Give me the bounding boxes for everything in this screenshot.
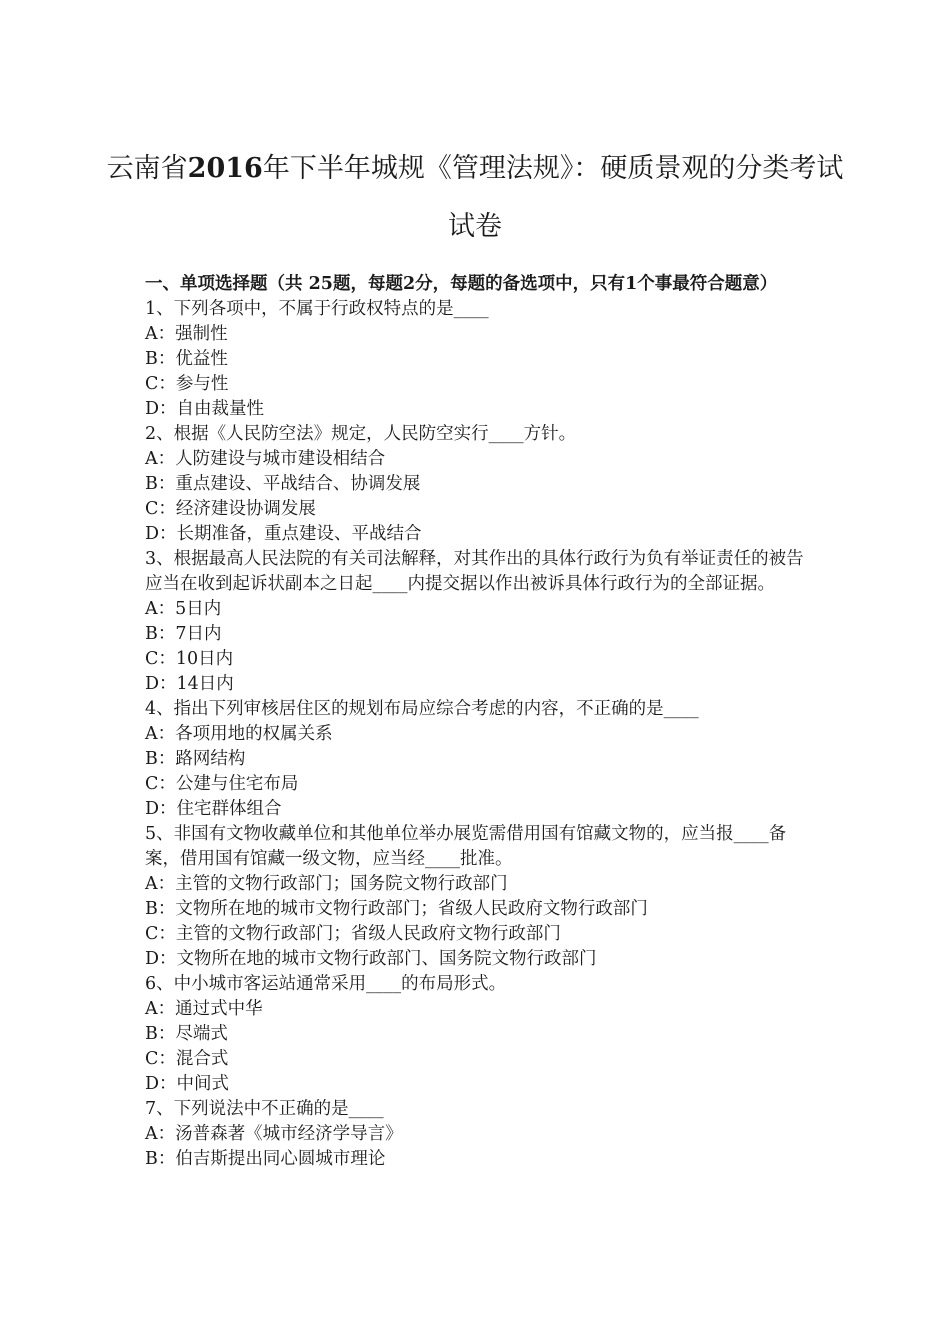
document-body: [145, 272, 810, 1172]
option-a: A：人防建设与城市建设相结合: [145, 449, 386, 469]
option-d: D：文物所在地的城市文物行政部门、国务院文物行政部门: [145, 949, 597, 969]
section-heading: 一、单项选择题（共 25题，每题2分，每题的备选项中，只有1个事最符合题意）: [145, 274, 778, 294]
option-a: A：各项用地的权属关系: [145, 724, 333, 744]
option-b: B：路网结构: [145, 749, 246, 769]
option-c: C：混合式: [145, 1049, 229, 1069]
option-b: B：伯吉斯提出同心圆城市理论: [145, 1149, 386, 1169]
question-5: [145, 822, 810, 972]
option-a: A：强制性: [145, 324, 228, 344]
option-b: B：尽端式: [145, 1024, 228, 1044]
question-stem: 3、根据最高人民法院的有关司法解释，对其作出的具体行政行为负有举证责任的被告应当在收到起诉状副本之日起____内提交据以作出被诉具体行政行为的全部证据。: [145, 549, 804, 594]
option-b: B：7日内: [145, 624, 222, 644]
title-prefix: 云南省: [106, 153, 188, 184]
question-4: [145, 697, 810, 822]
question-stem: 7、下列说法中不正确的是____: [145, 1099, 384, 1119]
option-c: C：经济建设协调发展: [145, 499, 316, 519]
option-b: B：优益性: [145, 349, 228, 369]
option-c: C：公建与住宅布局: [145, 774, 299, 794]
question-2: [145, 422, 810, 547]
option-a: A：主管的文物行政部门；国务院文物行政部门: [145, 874, 508, 894]
question-6: [145, 972, 810, 1097]
option-b: B：重点建设、平战结合、协调发展: [145, 474, 421, 494]
option-d: D：中间式: [145, 1074, 230, 1094]
question-3: [145, 547, 810, 697]
option-c: C：参与性: [145, 374, 229, 394]
option-d: D：住宅群体组合: [145, 799, 282, 819]
question-stem: 5、非国有文物收藏单位和其他单位举办展览需借用国有馆藏文物的，应当报____备案，借用国有馆藏一级文物，应当经____批准。: [145, 824, 787, 869]
option-c: C：主管的文物行政部门；省级人民政府文物行政部门: [145, 924, 561, 944]
option-d: D：自由裁量性: [145, 399, 265, 419]
option-a: A：5日内: [145, 599, 222, 619]
document-title: [100, 140, 850, 256]
title-year: 2016: [187, 153, 263, 184]
question-stem: 1、下列各项中，不属于行政权特点的是____: [145, 299, 489, 319]
option-a: A：通过式中华: [145, 999, 263, 1019]
option-b: B：文物所在地的城市文物行政部门；省级人民政府文物行政部门: [145, 899, 648, 919]
question-7: [145, 1097, 810, 1172]
question-stem: 2、根据《人民防空法》规定，人民防空实行____方针。: [145, 424, 577, 444]
option-c: C：10日内: [145, 649, 234, 669]
question-1: [145, 297, 810, 422]
title-suffix: 年下半年城规《管理法规》：硬质景观的分类考试试卷: [262, 153, 844, 242]
question-stem: 6、中小城市客运站通常采用____的布局形式。: [145, 974, 507, 994]
option-d: D：14日内: [145, 674, 234, 694]
option-d: D：长期准备，重点建设、平战结合: [145, 524, 422, 544]
option-a: A：汤普森著《城市经济学导言》: [145, 1124, 403, 1144]
question-stem: 4、指出下列审核居住区的规划布局应综合考虑的内容，不正确的是____: [145, 699, 699, 719]
